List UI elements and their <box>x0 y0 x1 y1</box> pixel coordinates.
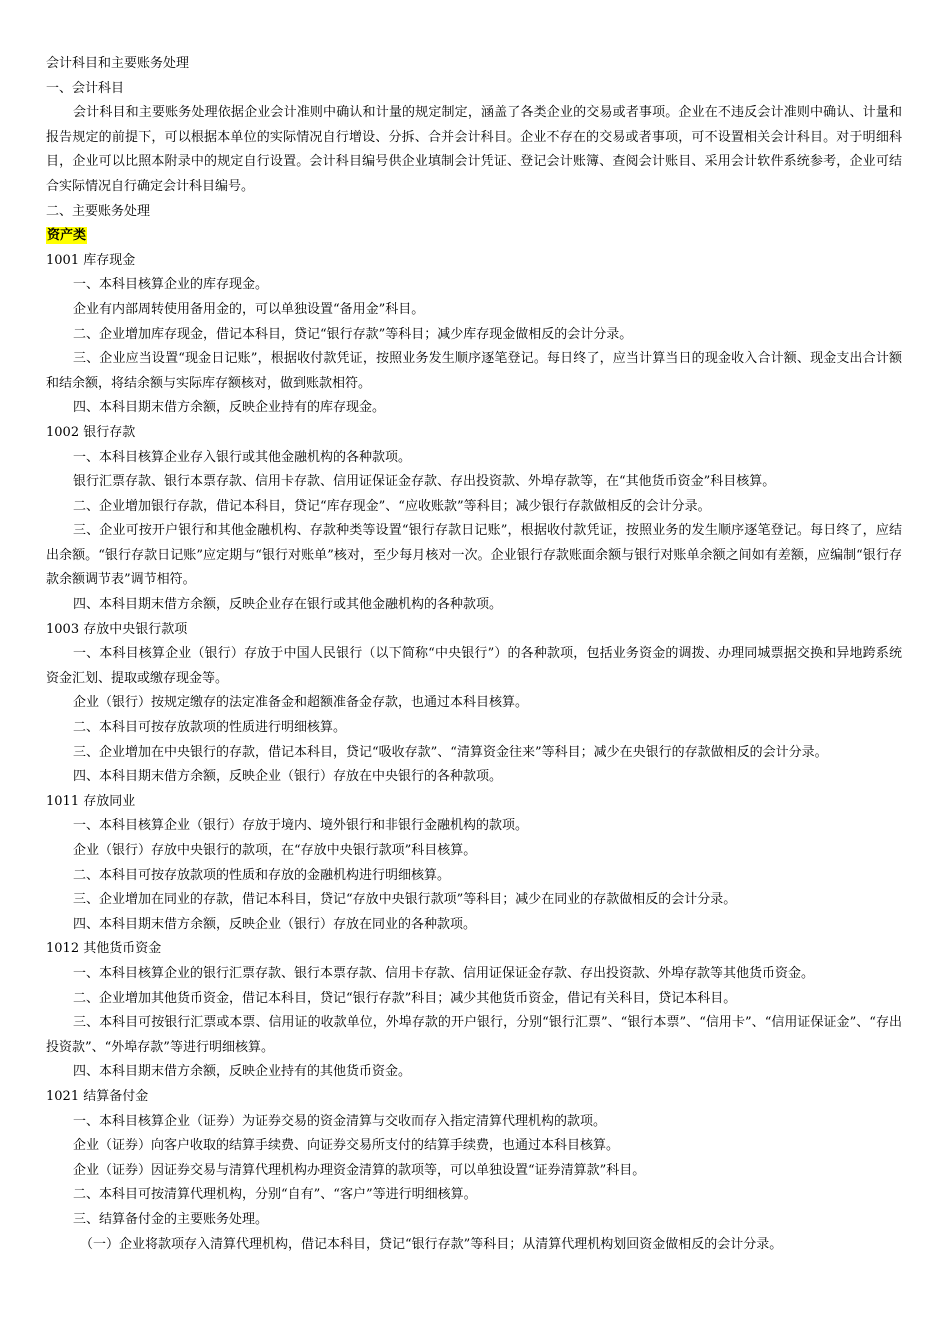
category-label-wrap <box>46 224 902 249</box>
category-label-assets: 资产类 <box>47 228 87 244</box>
account-paragraph: 四、本科目期末借方余额，反映企业存在银行或其他金融机构的各种款项。 <box>73 597 503 613</box>
account-heading-1021: 1021 结算备付金 <box>46 1088 149 1104</box>
account-paragraph: 企业（银行）存放中央银行的款项，在“存放中央银行款项”科目核算。 <box>73 843 477 858</box>
account-paragraph: 一、本科目核算企业的银行汇票存款、银行本票存款、信用卡存款、信用证保证金存款、存出投资款、外埠存款等其他货币资金。 <box>73 965 815 981</box>
intro-paragraph: 会计科目和主要账务处理依据企业会计准则中确认和计量的规定制定，涵盖了各类企业的交易或者事项。企业在不违反会计准则中确认、计量和报告规定的前提下，可以根据本单位的实际情况自行增设、分拆、合并会计科目。企业不存在的交易或者事项，可不设置相关会计科目。对于明细科目，企业可以比照本附录中的规定自行设置。会计科目编号供企业填制会计凭证、登记会计账簿、查阅会计账目、采用会计软件系统参考，企业可结合实际情况自行确定会计科目编号。 <box>46 105 902 194</box>
account-paragraph: 二、企业增加银行存款，借记本科目，贷记“库存现金”、“应收账款”等科目；减少银行存款做相反的会计分录。 <box>73 498 711 514</box>
account-paragraph: 一、本科目核算企业存入银行或其他金融机构的各种款项。 <box>73 449 412 465</box>
account-paragraph: 企业有内部周转使用备用金的，可以单独设置“备用金”科目。 <box>73 301 425 317</box>
document-title: 会计科目和主要账务处理 <box>46 56 190 71</box>
account-paragraph: 二、企业增加其他货币资金，借记本科目，贷记“银行存款”科目；减少其他货币资金，借记有关科目，贷记本科目。 <box>73 990 737 1006</box>
account-heading-1012: 1012 其他货币资金 <box>46 941 162 957</box>
account-paragraph: 三、结算备付金的主要账务处理。 <box>73 1211 269 1227</box>
account-paragraph: 一、本科目核算企业（银行）存放于中国人民银行（以下简称“中央银行”）的各种款项，包括业务资金的调拨、办理同城票据交换和异地跨系统资金汇划、提取或缴存现金等。 <box>46 646 902 686</box>
account-paragraph: 一、本科目核算企业（银行）存放于境内、境外银行和非银行金融机构的款项。 <box>73 818 529 834</box>
account-paragraph: 银行汇票存款、银行本票存款、信用卡存款、信用证保证金存款、存出投资款、外埠存款等，在“其他货币资金”科目核算。 <box>73 474 776 490</box>
account-paragraph: 四、本科目期末借方余额，反映企业（银行）存放在同业的各种款项。 <box>73 916 477 932</box>
account-paragraph: 四、本科目期末借方余额，反映企业（银行）存放在中央银行的各种款项。 <box>73 769 503 785</box>
account-paragraph: 二、企业增加库存现金，借记本科目，贷记“银行存款”等科目；减少库存现金做相反的会计分录。 <box>73 326 633 342</box>
account-heading-1002: 1002 银行存款 <box>46 424 136 440</box>
account-paragraph: 企业（证券）向客户收取的结算手续费、向证券交易所支付的结算手续费，也通过本科目核算。 <box>73 1138 620 1154</box>
section-heading-accounts: 一、会计科目 <box>46 80 125 96</box>
account-paragraph: 四、本科目期末借方余额，反映企业持有的其他货币资金。 <box>73 1064 412 1080</box>
account-paragraph: 三、企业应当设置“现金日记账”，根据收付款凭证，按照业务发生顺序逐笔登记。每日终了，应当计算当日的现金收入合计额、现金支出合计额和结余额，将结余额与实际库存额核对，做到账款相符。 <box>46 351 902 391</box>
account-paragraph: 企业（银行）按规定缴存的法定准备金和超额准备金存款，也通过本科目核算。 <box>73 695 529 711</box>
account-paragraph: 四、本科目期末借方余额，反映企业持有的库存现金。 <box>73 400 386 416</box>
account-paragraph: 三、企业可按开户银行和其他金融机构、存款种类等设置“银行存款日记账”，根据收付款凭证，按照业务的发生顺序逐笔登记。每日终了，应结出余额。“银行存款日记账”应定期与“银行对账单”核对，至少每月核对一次。企业银行存款账面余额与银行对账单余额之间如有差额，应编制“银行存款余额调节表”调节相符。 <box>46 523 902 588</box>
account-heading-1001: 1001 库存现金 <box>46 252 136 268</box>
account-paragraph: 三、本科目可按银行汇票或本票、信用证的收款单位，外埠存款的开户银行，分别“银行汇票”、“银行本票”、“信用卡”、“信用证保证金”、“存出投资款”、“外埠存款”等进行明细核算。 <box>46 1015 902 1055</box>
account-paragraph: 一、本科目核算企业的库存现金。 <box>73 277 269 293</box>
account-sub-paragraph: （一）企业将款项存入清算代理机构，借记本科目，贷记“银行存款”等科目；从清算代理机构划回资金做相反的会计分录。 <box>80 1236 783 1252</box>
account-paragraph: 一、本科目核算企业（证券）为证券交易的资金清算与交收而存入指定清算代理机构的款项。 <box>73 1113 607 1129</box>
account-paragraph: 二、本科目可按存放款项的性质和存放的金融机构进行明细核算。 <box>73 867 451 883</box>
account-paragraph: 三、企业增加在同业的存款，借记本科目，贷记“存放中央银行款项”等科目；减少在同业的存款做相反的会计分录。 <box>73 892 737 908</box>
document-page <box>46 52 902 1257</box>
account-paragraph: 二、本科目可按存放款项的性质进行明细核算。 <box>73 720 347 736</box>
account-paragraph: 企业（证券）因证券交易与清算代理机构办理资金清算的款项等，可以单独设置“证券清算款”科目。 <box>73 1162 646 1178</box>
account-heading-1011: 1011 存放同业 <box>46 793 136 809</box>
section-heading-main-entries: 二、主要账务处理 <box>46 203 151 219</box>
account-heading-1003: 1003 存放中央银行款项 <box>46 621 188 637</box>
account-paragraph: 三、企业增加在中央银行的存款，借记本科目，贷记“吸收存款”、“清算资金往来”等科目；减少在央银行的存款做相反的会计分录。 <box>73 744 828 760</box>
account-paragraph: 二、本科目可按清算代理机构，分别“自有”、“客户”等进行明细核算。 <box>73 1187 477 1203</box>
